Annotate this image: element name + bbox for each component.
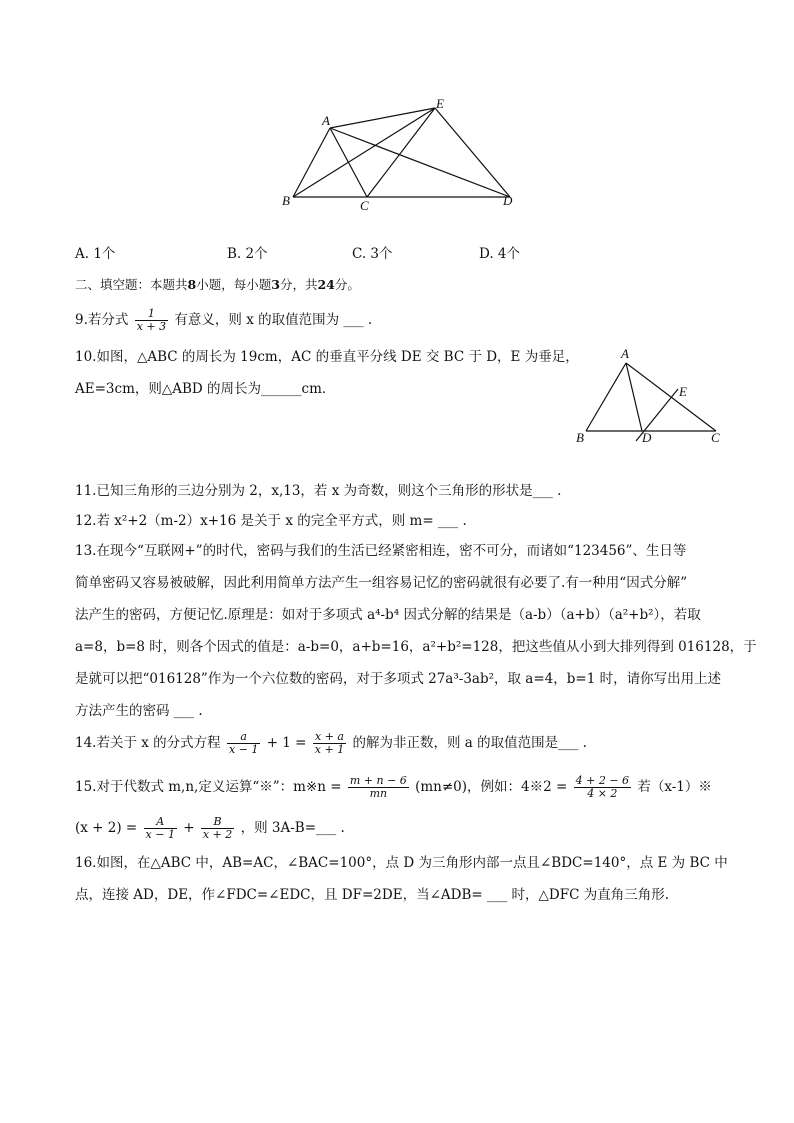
question-9: 9.若分式 $\frac{1}{x + 3}$ 有意义，则 x 的取值范围为 ___ .	[75, 307, 373, 333]
fraction: $\frac{1}{x + 3}$	[136, 307, 167, 333]
fraction: $\frac{x + a}{x + 1}$	[314, 730, 345, 756]
question-13-line3: 法产生的密码，方便记忆.原理是：如对于多项式 a⁴-b⁴ 因式分解的结果是（a-b）（a+b）（a²+b²），若取	[75, 607, 701, 623]
fraction: $\frac{4 + 2 - 6}{4 \times 2}$	[575, 774, 630, 800]
section-heading: 二、填空题：本题共8小题，每小题3分，共24分。	[75, 277, 360, 292]
option-d: D. 4个	[479, 246, 521, 262]
fraction: $\frac{B}{x + 2}$	[202, 815, 233, 841]
question-11: 11.已知三角形的三边分别为 2，x,13，若 x 为奇数，则这个三角形的形状是___ .	[75, 483, 562, 499]
fig2-label-c: C	[711, 430, 720, 445]
fig2-label-a: A	[621, 346, 629, 361]
question-15-line2: (x + 2) = $\frac{A}{x - 1}$ + $\frac{B}{x + 2}$ ，则 3A-B=___ .	[75, 815, 345, 841]
option-c: C. 3个	[352, 246, 393, 262]
figure-triangle	[570, 345, 730, 450]
question-13-line5: 是就可以把“016128”作为一个六位数的密码，对于多项式 27a³-3ab²，取 a=4，b=1 时，请你写出用上述	[75, 671, 722, 687]
question-14: 14.若关于 x 的分式方程 $\frac{a}{x - 1}$ + 1 = $\frac{x + a}{x + 1}$ 的解为非正数，则 a 的取值范围是___ .	[75, 730, 587, 756]
fig2-label-d: D	[642, 430, 652, 445]
fig1-label-c: C	[360, 198, 369, 213]
question-13-line4: a=8，b=8 时，则各个因式的值是：a-b=0，a+b=16，a²+b²=128，把这些值从小到大排列得到 016128，于	[75, 639, 757, 655]
option-a: A. 1个	[75, 246, 116, 262]
question-10-line1: 10.如图，△ABC 的周长为 19cm，AC 的垂直平分线 DE 交 BC 于 D，E 为垂足，	[75, 349, 579, 365]
question-16-line2: 点，连接 AD，DE，作∠FDC=∠EDC，且 DF=2DE，当∠ADB= ___ 时，△DFC 为直角三角形.	[75, 887, 669, 903]
option-b: B. 2个	[227, 246, 268, 262]
fraction: $\frac{a}{x - 1}$	[228, 730, 259, 756]
question-13-line2: 简单密码又容易被破解，因此利用简单方法产生一组容易记忆的密码就很有必要了.有一种用“因式分解”	[75, 575, 688, 591]
question-15-line1: 15.对于代数式 m,n,定义运算“※”：m※n = $\frac{m + n - 6}{mn}$ (mn≠0)，例如：4※2 = $\frac{4 + 2 - 6}{4 \times 2}$ 若（x-1）※	[75, 774, 712, 800]
fig1-label-e: E	[436, 96, 444, 111]
question-10-line2: AE=3cm，则△ABD 的周长为______cm．	[75, 381, 336, 397]
figure-quadrilateral	[275, 95, 525, 215]
question-12: 12.若 x²+2（m-2）x+16 是关于 x 的完全平方式，则 m= ___ .	[75, 513, 467, 529]
fraction: $\frac{m + n - 6}{mn}$	[349, 774, 407, 800]
fraction: $\frac{A}{x - 1}$	[145, 815, 175, 841]
question-13-line6: 方法产生的密码 ___ .	[75, 703, 203, 719]
fig1-label-d: D	[503, 193, 513, 208]
fig1-label-a: A	[322, 113, 330, 128]
fig2-label-b: B	[576, 430, 584, 445]
question-13-line1: 13.在现今“互联网+”的时代，密码与我们的生活已经紧密相连，密不可分，而诸如“123456”、生日等	[75, 543, 687, 559]
fig1-label-b: B	[282, 193, 290, 208]
question-16-line1: 16.如图，在△ABC 中，AB=AC，∠BAC=100°，点 D 为三角形内部一点且∠BDC=140°，点 E 为 BC 中	[75, 855, 728, 871]
fig2-label-e: E	[679, 384, 687, 399]
